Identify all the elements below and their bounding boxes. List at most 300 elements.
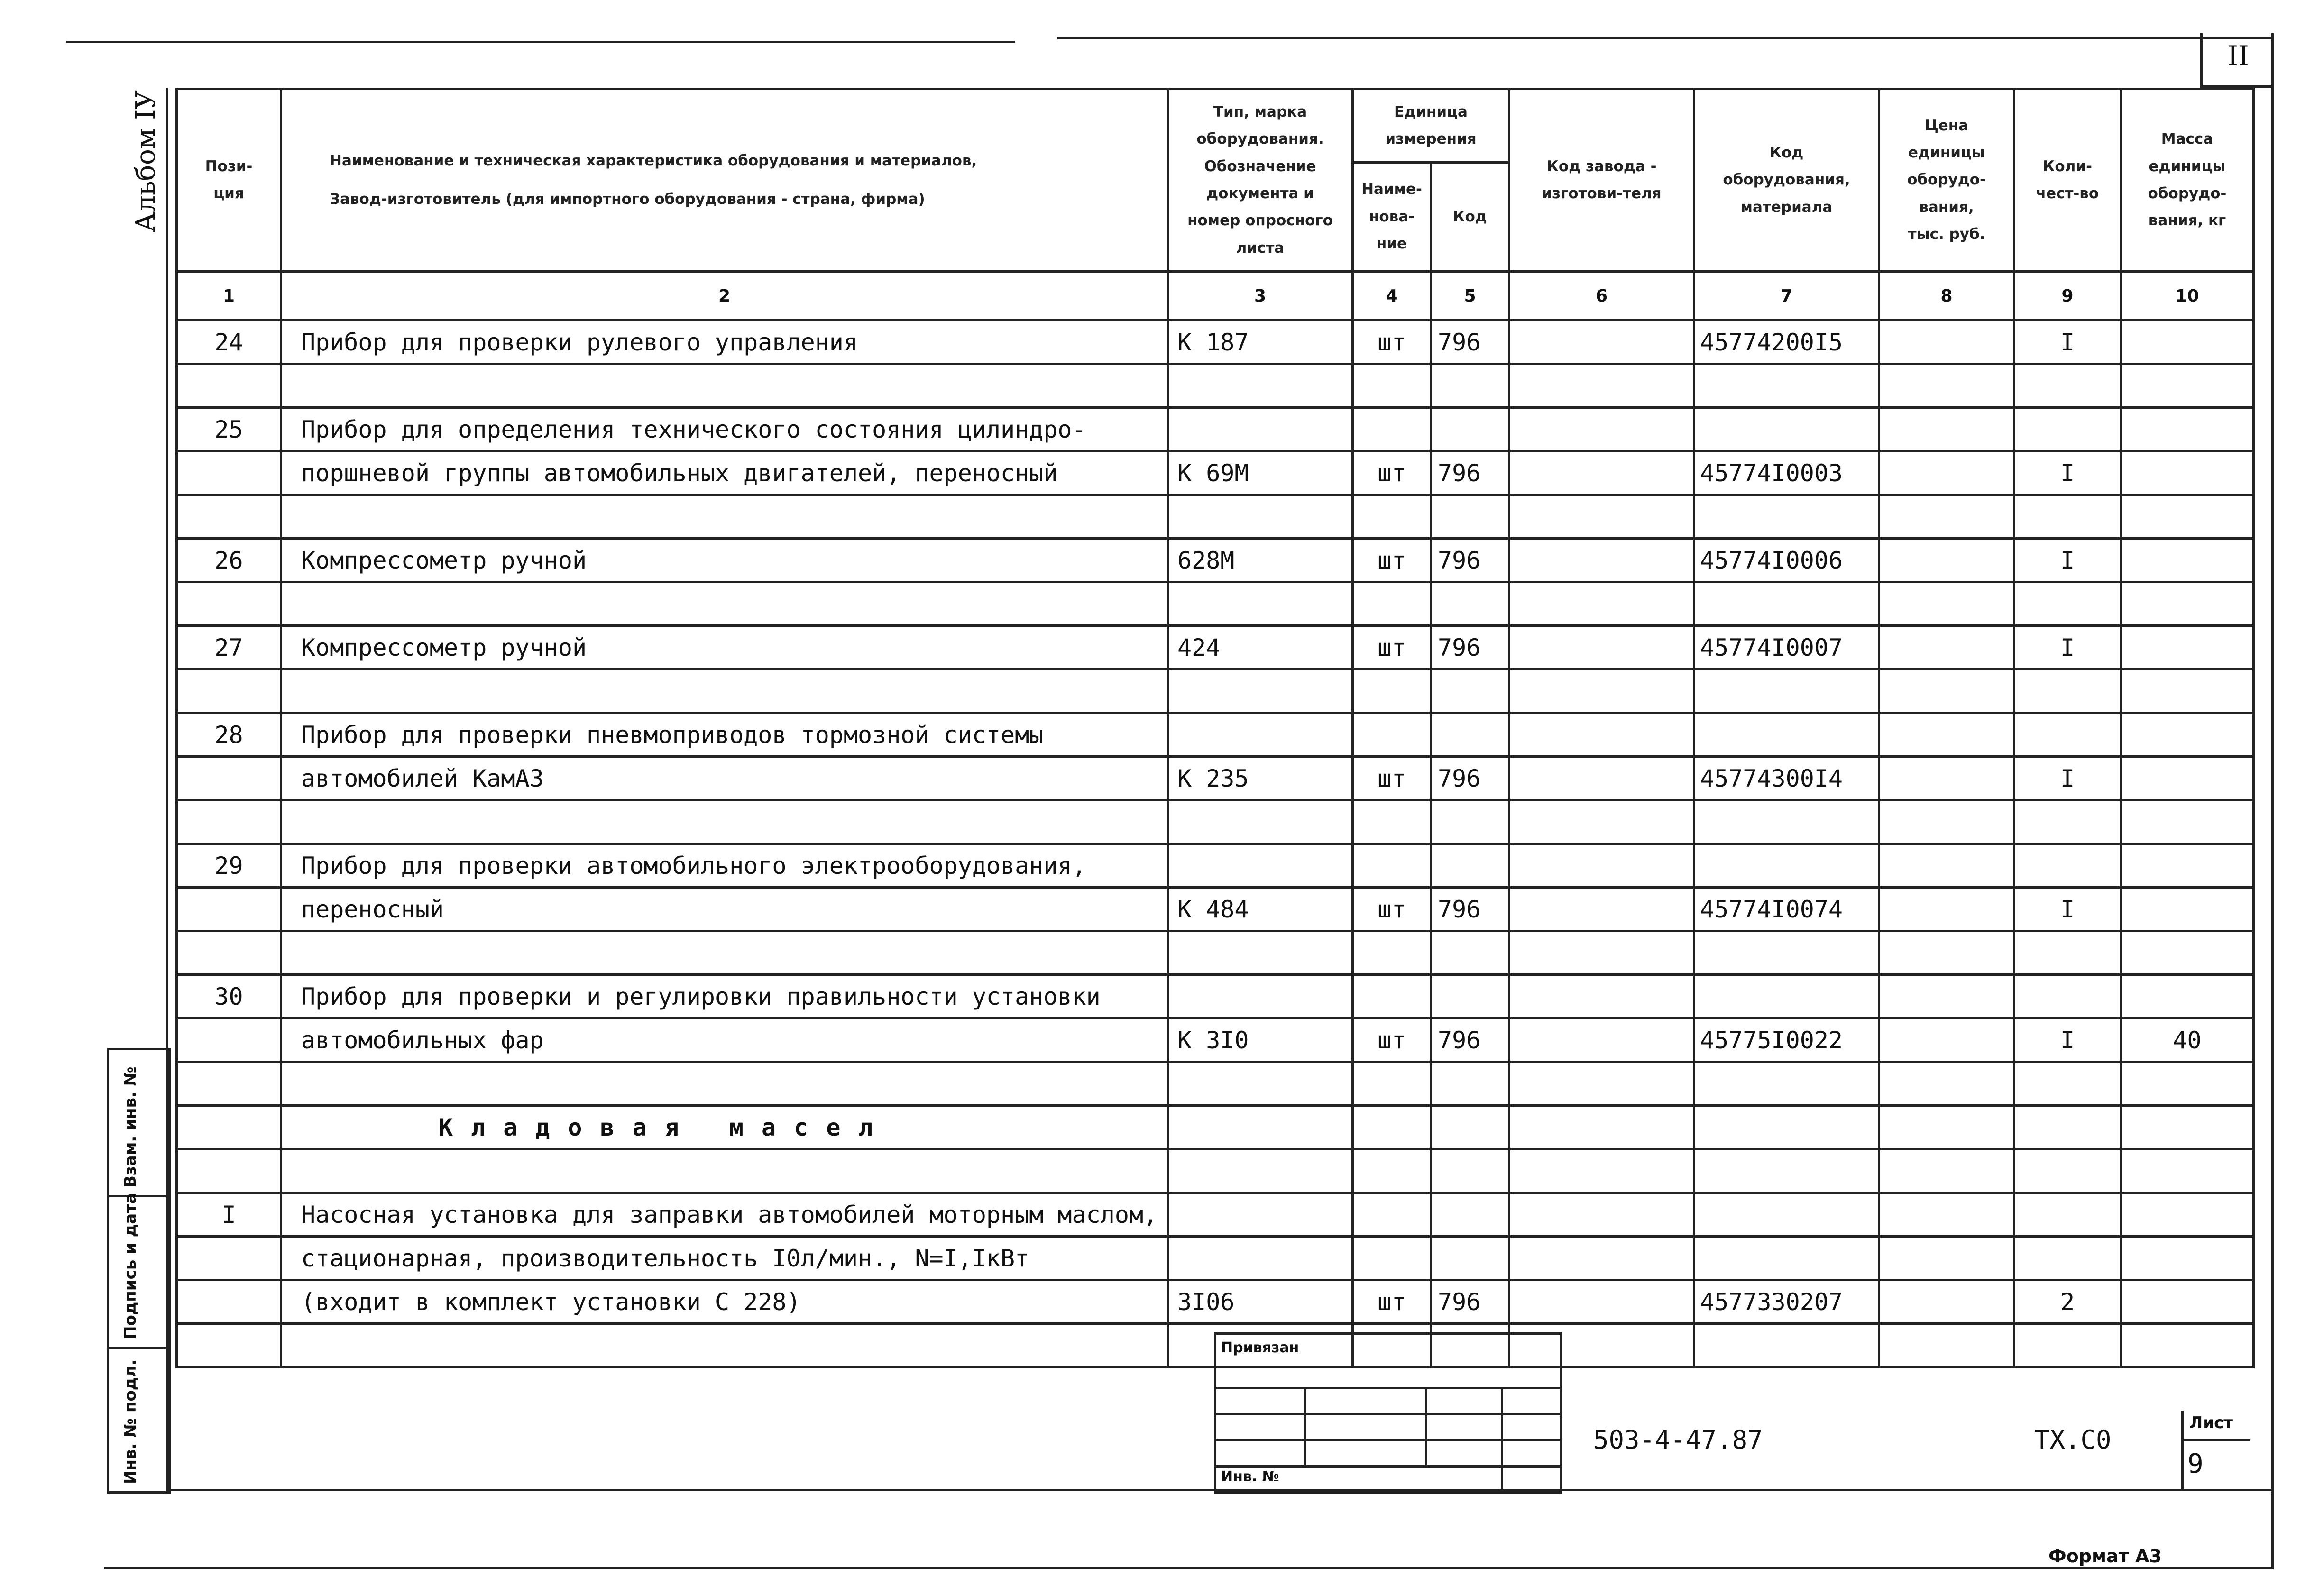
cell-unit-code	[1431, 670, 1509, 713]
cell-position	[177, 582, 281, 626]
cell-mass	[2121, 1324, 2254, 1367]
cell-unit-code	[1431, 844, 1509, 888]
cell-position	[177, 364, 281, 408]
cell-price	[1879, 582, 2014, 626]
cell-mass	[2121, 1237, 2254, 1280]
cell-unit-code: 796	[1431, 539, 1509, 582]
cell-name: Прибор для проверки пневмоприводов тормозной системы	[281, 713, 1168, 757]
cell-mass	[2121, 670, 2254, 713]
cell-name: Компрессометр ручной	[281, 626, 1168, 670]
cell-name: Компрессометр ручной	[281, 539, 1168, 582]
cell-price	[1879, 1237, 2014, 1280]
cell-quantity: I	[2014, 1018, 2121, 1062]
cell-unit-name	[1353, 800, 1431, 844]
cell-equipment-code: 45774I0074	[1694, 888, 1879, 931]
strip-cell-vzam	[109, 1050, 166, 1197]
colnum-5: 5	[1431, 272, 1509, 321]
colnum-2: 2	[281, 272, 1168, 321]
cell-position: 27	[177, 626, 281, 670]
cell-type: К 3I0	[1168, 1018, 1353, 1062]
header-position: Пози- ция	[177, 89, 281, 272]
cell-unit-name	[1353, 582, 1431, 626]
cell-price	[1879, 495, 2014, 539]
cell-factory-code	[1509, 757, 1694, 800]
cell-position: 28	[177, 713, 281, 757]
cell-unit-code	[1431, 1149, 1509, 1193]
cell-unit-code: 796	[1431, 1280, 1509, 1324]
right-border	[2271, 33, 2274, 1569]
cell-unit-code: 796	[1431, 626, 1509, 670]
cell-unit-name: шт	[1353, 539, 1431, 582]
cell-factory-code	[1509, 1280, 1694, 1324]
cell-unit-code	[1431, 1106, 1509, 1149]
cell-price	[1879, 451, 2014, 495]
cell-type	[1168, 1106, 1353, 1149]
cell-type	[1168, 713, 1353, 757]
cell-unit-code	[1431, 713, 1509, 757]
cell-name	[281, 1149, 1168, 1193]
cell-name: Прибор для определения технического состояния цилиндро-	[281, 408, 1168, 451]
cell-type: 3I06	[1168, 1280, 1353, 1324]
cell-price	[1879, 1149, 2014, 1193]
cell-unit-name: шт	[1353, 1018, 1431, 1062]
cell-unit-name	[1353, 364, 1431, 408]
cell-factory-code	[1509, 495, 1694, 539]
cell-type	[1168, 1062, 1353, 1106]
stamp-line-3	[1216, 1439, 1560, 1441]
stamp-line-1	[1216, 1387, 1560, 1389]
cell-factory-code	[1509, 1193, 1694, 1237]
cell-mass	[2121, 495, 2254, 539]
cell-price	[1879, 1018, 2014, 1062]
cell-unit-code	[1431, 1062, 1509, 1106]
table-row	[177, 844, 2254, 888]
cell-mass	[2121, 364, 2254, 408]
cell-mass	[2121, 1280, 2254, 1324]
strip-cell-inv	[109, 1347, 166, 1489]
cell-unit-code	[1431, 364, 1509, 408]
cell-unit-name	[1353, 670, 1431, 713]
cell-mass	[2121, 321, 2254, 364]
cell-price	[1879, 321, 2014, 364]
album-label: Альбом IУ	[130, 90, 161, 232]
cell-name	[281, 931, 1168, 975]
cell-equipment-code	[1694, 582, 1879, 626]
cell-price	[1879, 800, 2014, 844]
cell-quantity	[2014, 844, 2121, 888]
table-row	[177, 408, 2254, 451]
cell-unit-name	[1353, 931, 1431, 975]
cell-name	[281, 1062, 1168, 1106]
cell-price	[1879, 1062, 2014, 1106]
cell-mass	[2121, 888, 2254, 931]
cell-unit-name	[1353, 1062, 1431, 1106]
table-row	[177, 1280, 2254, 1324]
cell-position	[177, 451, 281, 495]
colnum-9: 9	[2014, 272, 2121, 321]
cell-type: К 484	[1168, 888, 1353, 931]
format-label: Формат А3	[2048, 1546, 2162, 1567]
table-row	[177, 1193, 2254, 1237]
cell-unit-name: шт	[1353, 626, 1431, 670]
top-sheet-number: II	[2227, 40, 2249, 72]
cell-price	[1879, 1193, 2014, 1237]
header-row	[177, 89, 2254, 163]
sheet-number: 9	[2187, 1449, 2204, 1479]
colnum-8: 8	[1879, 272, 2014, 321]
cell-factory-code	[1509, 713, 1694, 757]
colnum-1: 1	[177, 272, 281, 321]
cell-unit-code	[1431, 800, 1509, 844]
cell-factory-code	[1509, 1062, 1694, 1106]
cell-price	[1879, 626, 2014, 670]
cell-equipment-code	[1694, 1106, 1879, 1149]
cell-name	[281, 800, 1168, 844]
cell-quantity	[2014, 582, 2121, 626]
cell-mass	[2121, 539, 2254, 582]
top-rule-left	[66, 41, 1015, 43]
colnum-4: 4	[1353, 272, 1431, 321]
cell-name: поршневой группы автомобильных двигателей, переносный	[281, 451, 1168, 495]
cell-name: (входит в комплект установки С 228)	[281, 1280, 1168, 1324]
cell-position	[177, 670, 281, 713]
cell-position	[177, 888, 281, 931]
cell-equipment-code	[1694, 1193, 1879, 1237]
header-mass: Масса единицы оборудо-вания, кг	[2121, 89, 2254, 272]
header-unit-group: Единица измерения	[1353, 89, 1509, 163]
cell-price	[1879, 1324, 2014, 1367]
cell-type	[1168, 800, 1353, 844]
cell-unit-code: 796	[1431, 321, 1509, 364]
cell-quantity: I	[2014, 539, 2121, 582]
cell-name: Прибор для проверки автомобильного электрооборудования,	[281, 844, 1168, 888]
table-row	[177, 931, 2254, 975]
cell-unit-code	[1431, 408, 1509, 451]
cell-factory-code	[1509, 844, 1694, 888]
cell-factory-code	[1509, 800, 1694, 844]
cell-mass	[2121, 1106, 2254, 1149]
top-rule-right	[1057, 37, 2271, 39]
cell-factory-code	[1509, 1018, 1694, 1062]
header-name: Наименование и техническая характеристика оборудования и материалов, Завод-изготовитель (для импортного оборудования - страна, фирма)	[281, 89, 1168, 272]
cell-position: 29	[177, 844, 281, 888]
cell-type	[1168, 1149, 1353, 1193]
header-unit-code: Код	[1431, 163, 1509, 272]
cell-quantity	[2014, 1106, 2121, 1149]
cell-equipment-code: 45774I0003	[1694, 451, 1879, 495]
cell-factory-code	[1509, 888, 1694, 931]
cell-factory-code	[1509, 408, 1694, 451]
stamp-vline-2	[1425, 1387, 1427, 1465]
cell-position: 24	[177, 321, 281, 364]
cell-equipment-code	[1694, 1149, 1879, 1193]
cell-name	[281, 364, 1168, 408]
cell-unit-code	[1431, 495, 1509, 539]
header-equipment-code: Код оборудования, материала	[1694, 89, 1879, 272]
cell-name: Прибор для проверки рулевого управления	[281, 321, 1168, 364]
cell-quantity	[2014, 1193, 2121, 1237]
cell-factory-code	[1509, 539, 1694, 582]
cell-unit-code: 796	[1431, 1018, 1509, 1062]
cell-name	[281, 1324, 1168, 1367]
sheet-label: Лист	[2189, 1413, 2233, 1432]
cell-price	[1879, 1280, 2014, 1324]
cell-mass: 40	[2121, 1018, 2254, 1062]
cell-mass	[2121, 800, 2254, 844]
cell-factory-code	[1509, 626, 1694, 670]
cell-price	[1879, 364, 2014, 408]
cell-unit-code	[1431, 582, 1509, 626]
cell-price	[1879, 975, 2014, 1018]
cell-type: К 187	[1168, 321, 1353, 364]
cell-equipment-code: 45774I0007	[1694, 626, 1879, 670]
header-factory-code: Код завода - изготови-теля	[1509, 89, 1694, 272]
cell-equipment-code	[1694, 713, 1879, 757]
cell-price	[1879, 713, 2014, 757]
cell-mass	[2121, 931, 2254, 975]
cell-equipment-code: 45774200I5	[1694, 321, 1879, 364]
cell-unit-name	[1353, 1237, 1431, 1280]
table-row	[177, 1018, 2254, 1062]
cell-factory-code	[1509, 582, 1694, 626]
header-quantity: Коли-чест-во	[2014, 89, 2121, 272]
cell-quantity	[2014, 975, 2121, 1018]
cell-equipment-code: 45774I0006	[1694, 539, 1879, 582]
table-row	[177, 888, 2254, 931]
cell-factory-code	[1509, 670, 1694, 713]
cell-mass	[2121, 1193, 2254, 1237]
table-row	[177, 539, 2254, 582]
cell-unit-code	[1431, 1193, 1509, 1237]
cell-mass	[2121, 582, 2254, 626]
cell-unit-code	[1431, 931, 1509, 975]
cell-equipment-code	[1694, 670, 1879, 713]
stamp-vline-3	[1501, 1387, 1503, 1491]
cell-mass	[2121, 713, 2254, 757]
cell-quantity	[2014, 1324, 2121, 1367]
cell-equipment-code	[1694, 844, 1879, 888]
cell-type	[1168, 931, 1353, 975]
table-row	[177, 800, 2254, 844]
cell-type	[1168, 495, 1353, 539]
cell-equipment-code	[1694, 931, 1879, 975]
stamp-block	[1214, 1332, 1562, 1494]
table-body	[177, 321, 2254, 1367]
cell-position	[177, 800, 281, 844]
cell-unit-code: 796	[1431, 757, 1509, 800]
table-row	[177, 364, 2254, 408]
cell-position	[177, 1106, 281, 1149]
table-row	[177, 582, 2254, 626]
cell-position	[177, 1149, 281, 1193]
table-row	[177, 670, 2254, 713]
stamp-privyazan: Привязан	[1221, 1339, 1299, 1356]
cell-position	[177, 757, 281, 800]
cell-price	[1879, 539, 2014, 582]
cell-name: стационарная, производительность I0л/мин., N=I,IкВт	[281, 1237, 1168, 1280]
cell-name: Прибор для проверки и регулировки правильности установки	[281, 975, 1168, 1018]
cell-type	[1168, 1237, 1353, 1280]
cell-unit-name: шт	[1353, 888, 1431, 931]
sheet-divider	[2184, 1439, 2250, 1441]
cell-type	[1168, 1193, 1353, 1237]
cell-price	[1879, 757, 2014, 800]
cell-quantity	[2014, 800, 2121, 844]
cell-mass	[2121, 408, 2254, 451]
cell-quantity	[2014, 1237, 2121, 1280]
top-sheet-box	[2200, 33, 2274, 88]
cell-unit-name: шт	[1353, 1280, 1431, 1324]
cell-unit-name	[1353, 408, 1431, 451]
cell-price	[1879, 670, 2014, 713]
cell-unit-code: 796	[1431, 451, 1509, 495]
cell-type	[1168, 582, 1353, 626]
sheet-box	[2181, 1411, 2250, 1489]
cell-mass	[2121, 1062, 2254, 1106]
cell-type: К 235	[1168, 757, 1353, 800]
cell-position	[177, 1018, 281, 1062]
cell-equipment-code: 45775I0022	[1694, 1018, 1879, 1062]
cell-quantity	[2014, 408, 2121, 451]
cell-type: 628М	[1168, 539, 1353, 582]
cell-mass	[2121, 626, 2254, 670]
cell-quantity	[2014, 495, 2121, 539]
header-price: Цена единицы оборудо-вания, тыс. руб.	[1879, 89, 2014, 272]
header-unit-name: Наиме-нова-ние	[1353, 163, 1431, 272]
cell-equipment-code	[1694, 364, 1879, 408]
strip-label-inv: Инв. № подл.	[121, 1359, 140, 1484]
colnum-6: 6	[1509, 272, 1694, 321]
table-row	[177, 1062, 2254, 1106]
strip-label-podpis: Подпись и дата	[121, 1193, 140, 1339]
cell-unit-name	[1353, 1193, 1431, 1237]
cell-unit-name: шт	[1353, 757, 1431, 800]
cell-equipment-code: 4577330207	[1694, 1280, 1879, 1324]
cell-price	[1879, 408, 2014, 451]
table-row	[177, 626, 2254, 670]
cell-equipment-code	[1694, 495, 1879, 539]
cell-quantity: I	[2014, 757, 2121, 800]
cell-position	[177, 1062, 281, 1106]
cell-quantity: I	[2014, 451, 2121, 495]
cell-quantity: I	[2014, 626, 2121, 670]
cell-unit-name: шт	[1353, 451, 1431, 495]
section-title: Кладовая масел	[281, 1106, 1168, 1149]
cell-type: 424	[1168, 626, 1353, 670]
cell-position	[177, 495, 281, 539]
cell-type	[1168, 975, 1353, 1018]
cell-equipment-code	[1694, 975, 1879, 1018]
cell-mass	[2121, 757, 2254, 800]
cell-equipment-code	[1694, 408, 1879, 451]
cell-price	[1879, 1106, 2014, 1149]
cell-factory-code	[1509, 321, 1694, 364]
specification-table	[175, 88, 2243, 1368]
cell-factory-code	[1509, 1149, 1694, 1193]
section-row	[177, 1106, 2254, 1149]
cell-type	[1168, 670, 1353, 713]
cell-mass	[2121, 1149, 2254, 1193]
cell-quantity: I	[2014, 888, 2121, 931]
table-row	[177, 757, 2254, 800]
cell-quantity: I	[2014, 321, 2121, 364]
document-code: 503-4-47.87	[1593, 1425, 1763, 1455]
cell-unit-name	[1353, 844, 1431, 888]
cell-quantity	[2014, 713, 2121, 757]
cell-position	[177, 1324, 281, 1367]
cell-unit-name	[1353, 1149, 1431, 1193]
document-mark: ТХ.С0	[2034, 1425, 2112, 1455]
cell-quantity	[2014, 670, 2121, 713]
stamp-vline-1	[1304, 1387, 1306, 1465]
strip-cell-podpis	[109, 1195, 166, 1349]
table-row	[177, 1149, 2254, 1193]
cell-type	[1168, 408, 1353, 451]
column-number-row	[177, 272, 2254, 321]
stamp-line-4	[1216, 1465, 1560, 1468]
cell-unit-name	[1353, 1106, 1431, 1149]
cell-factory-code	[1509, 1237, 1694, 1280]
cell-factory-code	[1509, 451, 1694, 495]
cell-equipment-code	[1694, 1062, 1879, 1106]
table-row	[177, 975, 2254, 1018]
cell-position	[177, 931, 281, 975]
cell-factory-code	[1509, 364, 1694, 408]
cell-equipment-code	[1694, 1237, 1879, 1280]
cell-mass	[2121, 975, 2254, 1018]
bottom-rule	[104, 1567, 2274, 1569]
cell-position: 26	[177, 539, 281, 582]
cell-position	[177, 1237, 281, 1280]
cell-unit-code	[1431, 975, 1509, 1018]
table-row	[177, 713, 2254, 757]
cell-equipment-code	[1694, 800, 1879, 844]
cell-name: Насосная установка для заправки автомобилей моторным маслом,	[281, 1193, 1168, 1237]
colnum-3: 3	[1168, 272, 1353, 321]
cell-price	[1879, 844, 2014, 888]
cell-factory-code	[1509, 1106, 1694, 1149]
cell-name: автомобилей КамАЗ	[281, 757, 1168, 800]
cell-type	[1168, 364, 1353, 408]
header-type: Тип, марка оборудования. Обозначение документа и номер опросного листа	[1168, 89, 1353, 272]
stamp-line-2	[1216, 1413, 1560, 1415]
cell-unit-name: шт	[1353, 321, 1431, 364]
cell-position: 25	[177, 408, 281, 451]
colnum-7: 7	[1694, 272, 1879, 321]
cell-factory-code	[1509, 975, 1694, 1018]
cell-quantity	[2014, 1149, 2121, 1193]
cell-quantity	[2014, 364, 2121, 408]
colnum-10: 10	[2121, 272, 2254, 321]
cell-factory-code	[1509, 931, 1694, 975]
cell-unit-name	[1353, 495, 1431, 539]
cell-price	[1879, 888, 2014, 931]
cell-price	[1879, 931, 2014, 975]
cell-type	[1168, 844, 1353, 888]
cell-name	[281, 495, 1168, 539]
cell-position: I	[177, 1193, 281, 1237]
strip-label-vzam: Взам. инв. №	[121, 1066, 140, 1188]
cell-mass	[2121, 844, 2254, 888]
cell-name	[281, 582, 1168, 626]
cell-equipment-code: 45774300I4	[1694, 757, 1879, 800]
cell-name	[281, 670, 1168, 713]
stamp-inv-no: Инв. №	[1221, 1468, 1279, 1485]
table-row	[177, 321, 2254, 364]
cell-unit-code: 796	[1431, 888, 1509, 931]
cell-equipment-code	[1694, 1324, 1879, 1367]
cell-quantity	[2014, 1062, 2121, 1106]
